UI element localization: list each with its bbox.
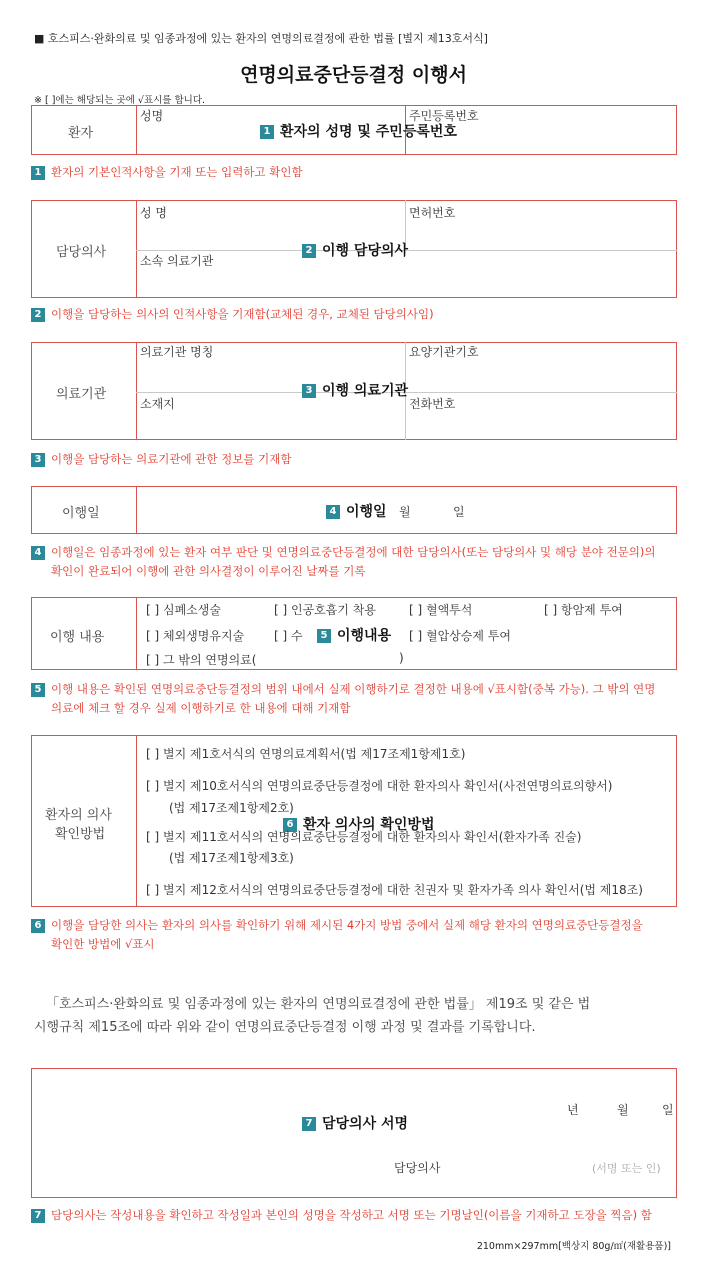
doctor-note: 2 이행을 담당하는 의사의 인적사항을 기재함(교체된 경우, 교체된 담당의사임) [31,305,434,324]
badge-6: 6 [283,818,297,832]
divider [136,486,137,534]
badge-2: 2 [31,308,45,322]
badge-3: 3 [302,384,316,398]
confirm-option-1[interactable]: [ ] 별지 제1호서식의 연명의료계획서(법 제17조제1항제1호) [146,747,466,761]
institution-name-field[interactable]: 의료기관 명칭 [140,345,214,359]
institution-annotation: 3 이행 의료기관 [302,380,408,400]
badge-4: 4 [31,546,45,560]
statement-line-1: 「호스피스·완화의료 및 임종과정에 있는 환자의 연명의료결정에 관한 법률」 제19조 및 같은 법 [46,997,591,1012]
signature-note: 7 담당의사는 작성내용을 확인하고 작성일과 본인의 성명을 작성하고 서명 또는 기명날인(이름을 기재하고 도장을 찍음) 함 [31,1206,652,1225]
badge-1: 1 [260,125,274,139]
patient-row-label: 환자 [68,126,94,141]
confirm-row-label-2: 확인방법 [55,827,106,842]
content-annotation: 5 이행내용 [317,625,391,645]
option-other[interactable]: [ ] 그 밖의 연명의료( [146,653,257,667]
sign-doctor-label: 담당의사 [394,1161,441,1175]
confirm-option-4[interactable]: [ ] 별지 제12호서식의 연명의료중단등결정에 대한 친권자 및 환자가족 의사 확인서(법 제18조) [146,883,643,897]
confirm-row-label: 환자의 의사 [45,808,112,823]
doctor-annotation: 2 이행 담당의사 [302,240,408,260]
sign-field[interactable]: (서명 또는 인) [592,1162,661,1175]
badge-6: 6 [31,919,45,933]
confirm-note-line2: 확인한 방법에 √표시 [51,937,155,951]
badge-7: 7 [302,1117,316,1131]
patient-rrn-field[interactable]: 주민등록번호 [409,109,479,123]
option-vasopressor[interactable]: [ ] 혈압상승제 투여 [409,629,511,643]
form-instruction: ※ [ ]에는 해당되는 곳에 √표시를 합니다. [34,95,206,106]
patient-name-field[interactable]: 성명 [140,109,164,123]
signature-section [31,1068,677,1198]
exec-month-field[interactable]: 월 [399,505,411,519]
option-ventilator[interactable]: [ ] 인공호흡기 착용 [274,603,376,617]
content-note-line2: 의료에 체크 할 경우 실제 이행하기로 한 내용에 대해 기재함 [51,701,351,715]
badge-2: 2 [302,244,316,258]
doctor-name-field[interactable]: 성 명 [140,206,167,220]
badge-3: 3 [31,453,45,467]
institution-row-label: 의료기관 [56,387,107,402]
divider [136,735,137,907]
doctor-license-field[interactable]: 면허번호 [409,206,456,220]
confirm-option-3[interactable]: [ ] 별지 제11호서식의 연명의료중단등결정에 대한 환자의사 확인서(환자가족 진술) [146,830,582,844]
confirm-option-2-sub: (법 제17조제1항제2호) [169,801,294,815]
badge-5: 5 [317,629,331,643]
badge-7: 7 [31,1209,45,1223]
confirm-option-2[interactable]: [ ] 별지 제10호서식의 연명의료중단등결정에 대한 환자의사 확인서(사전연명의료의향서) [146,779,613,793]
institution-code-field[interactable]: 요양기관기호 [409,345,479,359]
option-other-close: ) [399,651,404,665]
option-chemo[interactable]: [ ] 항암제 투여 [544,603,623,617]
exec-date-note: 4 이행일은 임종과정에 있는 환자 여부 판단 및 연명의료중단등결정에 대한 담당의사(또는 담당의사 및 해당 분야 전문의)의 [31,543,656,562]
confirm-option-3-sub: (법 제17조제1항제3호) [169,851,294,865]
sign-day-field[interactable]: 일 [662,1103,674,1117]
option-dialysis[interactable]: [ ] 혈액투석 [409,603,473,617]
institution-phone-field[interactable]: 전화번호 [409,397,456,411]
exec-date-annotation: 4 이행일 [326,501,387,521]
patient-note: 1 환자의 기본인적사항을 기재 또는 입력하고 확인함 [31,163,303,182]
institution-note: 3 이행을 담당하는 의료기관에 관한 정보를 기재함 [31,450,291,469]
option-ecmo[interactable]: [ ] 체외생명유지술 [146,629,245,643]
confirm-annotation: 6 환자 의사의 확인방법 [283,814,434,834]
doctor-institution-field[interactable]: 소속 의료기관 [140,254,214,268]
statement-line-2: 시행규칙 제15조에 따라 위와 같이 연명의료중단등결정 이행 과정 및 결과를 기록합니다. [34,1020,536,1035]
content-note: 5 이행 내용은 확인된 연명의료중단등결정의 범위 내에서 실제 이행하기로 결정한 내용에 √표시함(중복 가능). 그 밖의 연명 [31,680,655,699]
sign-year-field[interactable]: 년 [567,1103,579,1117]
divider [136,597,137,670]
confirm-note: 6 이행을 담당한 의사는 환자의 의사를 확인하기 위해 제시된 4가지 방법 중에서 실제 해당 환자의 연명의료중단등결정을 [31,916,643,935]
badge-1: 1 [31,166,45,180]
paper-spec: 210mm×297mm[백상지 80g/㎡(재활용품)] [476,1241,671,1252]
patient-annotation: 1 환자의 성명 및 주민등록번호 [260,121,457,141]
law-reference: ■ 호스피스·완화의료 및 임종과정에 있는 환자의 연명의료결정에 관한 법률 [별지 제13호서식] [34,32,488,45]
badge-5: 5 [31,683,45,697]
option-cpr[interactable]: [ ] 심폐소생술 [146,603,221,617]
signature-annotation: 7 담당의사 서명 [302,1113,408,1133]
exec-date-note-line2: 확인이 완료되어 이행에 관한 의사결정이 이루어진 날짜를 기록 [51,564,366,578]
divider [136,200,137,298]
institution-address-field[interactable]: 소재지 [140,397,175,411]
doctor-row-label: 담당의사 [56,245,107,260]
divider [136,105,137,155]
content-row-label: 이행 내용 [50,630,105,645]
exec-date-row-label: 이행일 [62,506,100,521]
form-title: 연명의료중단등결정 이행서 [240,64,467,86]
badge-4: 4 [326,505,340,519]
option-transfusion[interactable]: [ ] 수 [274,629,303,643]
divider [136,342,137,440]
exec-day-field[interactable]: 일 [453,505,465,519]
sign-month-field[interactable]: 월 [617,1103,629,1117]
